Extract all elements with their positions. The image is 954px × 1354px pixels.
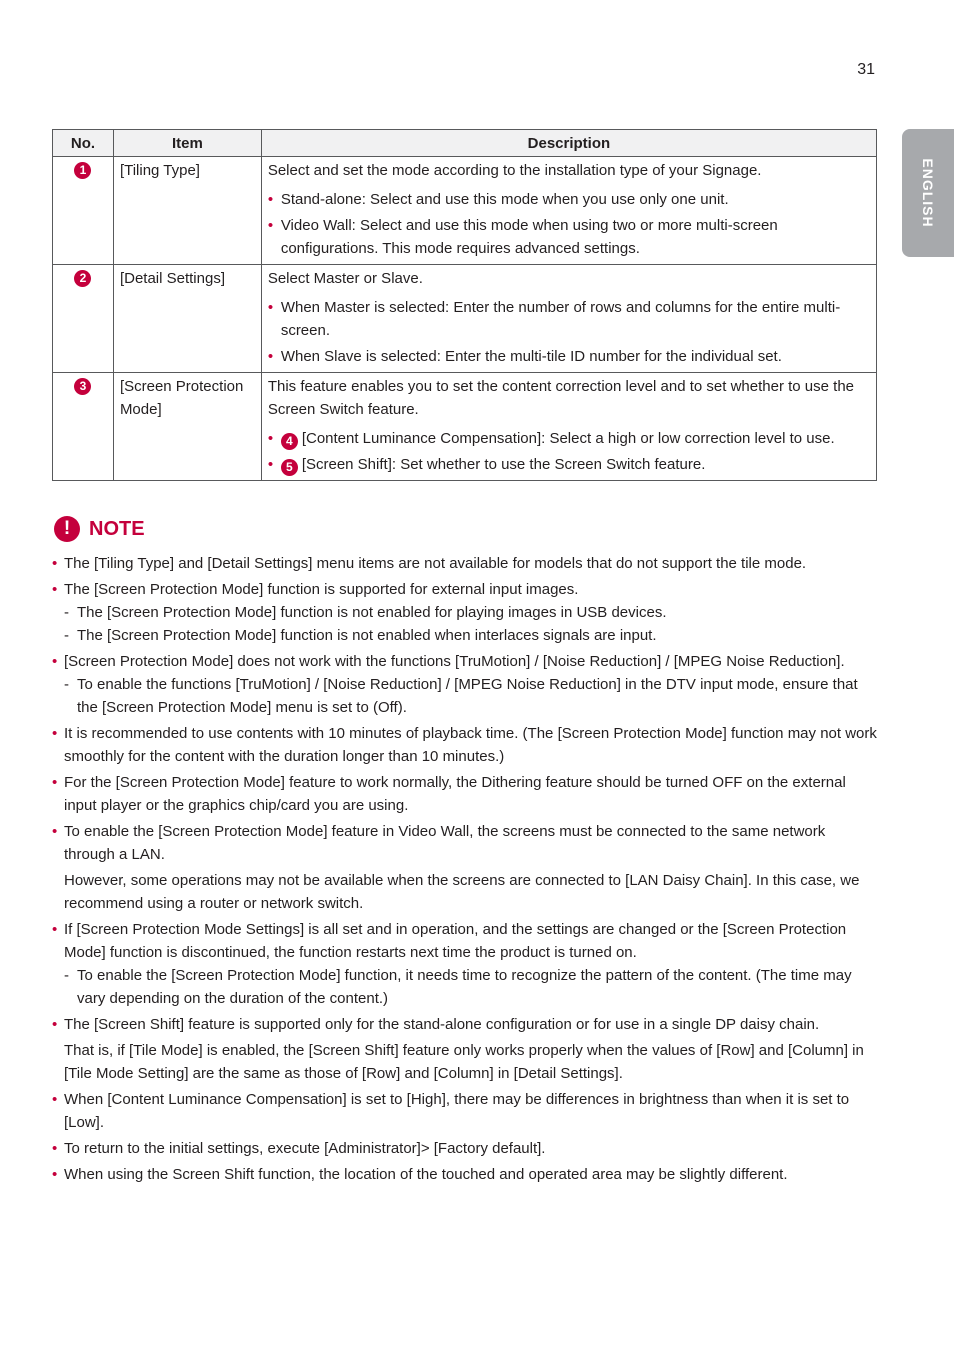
note-subitem: - The [Screen Protection Mode] function is not enabled for playing images in USB devices. — [64, 601, 877, 624]
note-continuation: That is, if [Tile Mode] is enabled, the [Screen Shift] feature only works properly when the values of [Row] and [Column] in [Tile Mode Setting] are the same as those of [Row] and [Column] in [Detail Settings]. — [64, 1042, 864, 1082]
table-row — [53, 373, 877, 481]
description-cell — [261, 373, 876, 481]
note-item — [52, 650, 877, 719]
note-header — [54, 515, 145, 543]
exclamation-icon: ! — [54, 516, 80, 542]
note-subitem: - To enable the functions [TruMotion] / [Noise Reduction] / [MPEG Noise Reduction] in the DTV input mode, ensure that the [Screen Protection Mode] menu is set to (Off). — [64, 673, 877, 719]
note-list — [52, 552, 877, 1189]
note-text: • When using the Screen Shift function, the location of the touched and operated area may be slightly different. — [64, 1166, 788, 1183]
item-cell: [Detail Settings] — [113, 265, 261, 373]
item-cell: [Screen Protection Mode] — [113, 373, 261, 481]
note-text: • If [Screen Protection Mode Settings] is all set and in operation, and the settings are changed or the [Screen Protection Mode] function is discontinued, the function restarts next time the product is turned on. — [64, 921, 847, 961]
number-badge: 1 — [74, 162, 91, 179]
description-bullet — [268, 427, 870, 450]
note-text: • To return to the initial settings, execute [Administrator]> [Factory default]. — [64, 1140, 546, 1157]
description-bullet: • Video Wall: Select and use this mode when using two or more multi-screen configurations. This mode requires advanced settings. — [268, 214, 870, 260]
note-item — [52, 1013, 877, 1085]
header-item: Item — [113, 130, 261, 157]
description-bullet — [268, 453, 870, 476]
header-no: No. — [53, 130, 114, 157]
row-number-cell — [53, 373, 114, 481]
note-text: • The [Screen Shift] feature is supported only for the stand-alone configuration or for use in a single DP daisy chain. — [64, 1016, 820, 1033]
row-number-cell — [53, 265, 114, 373]
note-item — [52, 1163, 877, 1186]
note-item — [52, 722, 877, 768]
description-cell — [261, 157, 876, 265]
description-cell — [261, 265, 876, 373]
table-row — [53, 265, 877, 373]
number-badge: 3 — [74, 378, 91, 395]
note-text: • The [Tiling Type] and [Detail Settings] menu items are not available for models that do not support the tile mode. — [64, 555, 807, 572]
description-lead: This feature enables you to set the content correction level and to set whether to use the Screen Switch feature. — [267, 378, 854, 418]
note-item — [52, 918, 877, 1010]
note-item — [52, 820, 877, 915]
language-tab — [902, 129, 954, 257]
note-text: • To enable the [Screen Protection Mode] feature in Video Wall, the screens must be connected to the same network through a LAN. — [64, 823, 826, 863]
header-description: Description — [261, 130, 876, 157]
note-item — [52, 1137, 877, 1160]
bullet-text: [Screen Shift]: Set whether to use the Screen Switch feature. — [301, 456, 706, 473]
note-item — [52, 552, 877, 575]
row-number-cell — [53, 157, 114, 265]
bullet-text: [Content Luminance Compensation]: Select a high or low correction level to use. — [301, 430, 835, 447]
note-continuation: However, some operations may not be available when the screens are connected to [LAN Daisy Chain]. In this case, we recommend using a router or network switch. — [64, 872, 860, 912]
description-lead: Select Master or Slave. — [267, 270, 423, 287]
note-item — [52, 1088, 877, 1134]
note-text: • It is recommended to use contents with 10 minutes of playback time. (The [Screen Protection Mode] function may not work smoothly for the content with the duration longer than 10 minutes.) — [64, 725, 877, 765]
description-bullet: • Stand-alone: Select and use this mode when you use only one unit. — [268, 188, 870, 211]
language-tab-label: ENGLISH — [920, 158, 936, 228]
note-subitem: - The [Screen Protection Mode] function is not enabled when interlaces signals are input. — [64, 624, 877, 647]
settings-table — [52, 129, 877, 481]
description-bullet: • When Master is selected: Enter the number of rows and columns for the entire multi-screen. — [268, 296, 870, 342]
table-header-row — [53, 130, 877, 157]
description-bullet: • When Slave is selected: Enter the multi-tile ID number for the individual set. — [268, 345, 870, 368]
page-number: 31 — [857, 61, 875, 78]
number-badge: 4 — [281, 433, 298, 450]
note-subitem: - To enable the [Screen Protection Mode] function, it needs time to recognize the pattern of the content. (The time may vary depending on the duration of the content.) — [64, 964, 877, 1010]
note-text: • For the [Screen Protection Mode] feature to work normally, the Dithering feature should be turned OFF on the external input player or the graphics chip/card you are using. — [64, 774, 846, 814]
note-text: • When [Content Luminance Compensation] is set to [High], there may be differences in brightness than when it is set to [Low]. — [64, 1091, 850, 1131]
number-badge: 2 — [74, 270, 91, 287]
note-text: • The [Screen Protection Mode] function is supported for external input images. — [64, 581, 579, 598]
note-title: NOTE — [89, 517, 145, 540]
note-text: • [Screen Protection Mode] does not work with the functions [TruMotion] / [Noise Reduction] / [MPEG Noise Reduction]. — [64, 653, 845, 670]
note-item — [52, 771, 877, 817]
note-item — [52, 578, 877, 647]
number-badge: 5 — [281, 459, 298, 476]
table-row — [53, 157, 877, 265]
item-cell: [Tiling Type] — [113, 157, 261, 265]
description-lead: Select and set the mode according to the installation type of your Signage. — [267, 162, 762, 179]
